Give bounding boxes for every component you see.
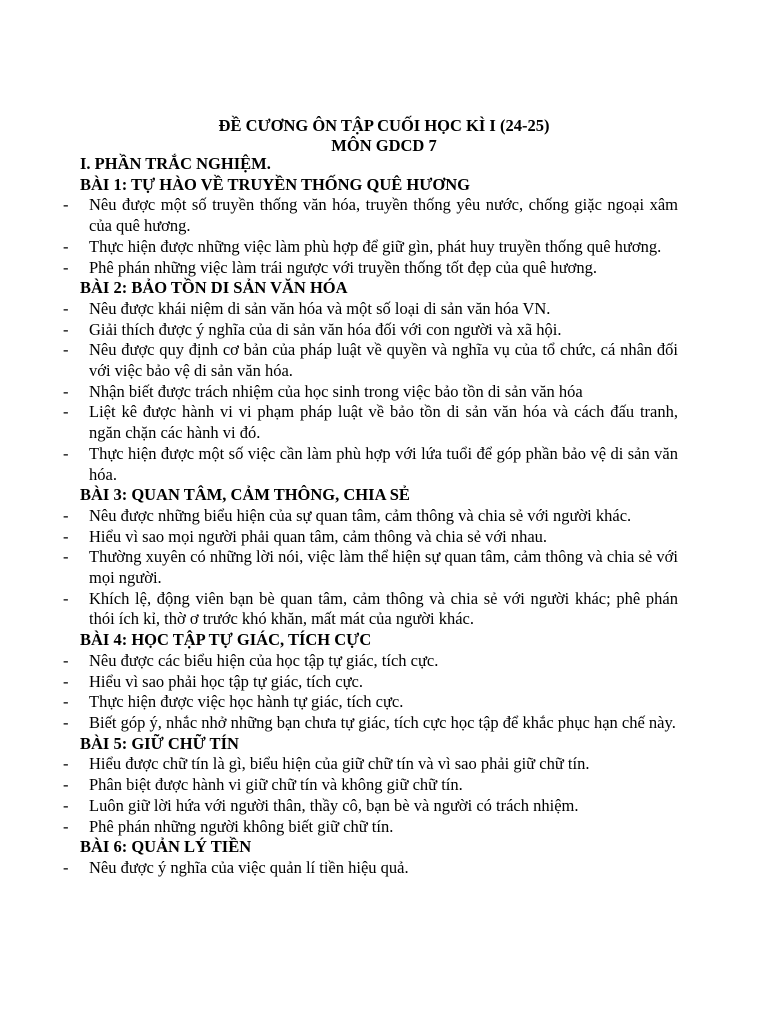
bullet-dash: - — [63, 754, 69, 774]
list-item — [0, 692, 678, 713]
list-item — [0, 775, 678, 796]
document-subtitle: MÔN GDCD 7 — [331, 136, 437, 155]
list-item-text: Phân biệt được hành vi giữ chữ tín và không giữ chữ tín. — [89, 775, 463, 795]
bullet-dash: - — [63, 795, 69, 815]
bullet-dash: - — [63, 340, 69, 360]
bullet-dash: - — [63, 298, 69, 318]
list-item-text: Nêu được một số truyền thống văn hóa, truyền thống yêu nước, chống giặc ngoại xâm của quê hương. — [89, 195, 678, 236]
list-item-text: Nêu được quy định cơ bản của pháp luật về quyền và nghĩa vụ của tổ chức, cá nhân đối với việc bảo vệ di sản văn hóa. — [89, 340, 678, 381]
list-item — [0, 320, 678, 341]
list-item-text: Phê phán những việc làm trái ngược với truyền thống tốt đẹp của quê hương. — [89, 257, 598, 277]
bullet-dash: - — [63, 588, 69, 608]
bullet-dash: - — [63, 712, 69, 732]
list-item — [0, 547, 678, 588]
list-item-text: Khích lệ, động viên bạn bè quan tâm, cảm thông và chia sẻ với người khác; phê phán thói ích kỉ, thờ ơ trước khó khăn, mất mát của người khác. — [89, 588, 678, 629]
list-item-text: Nhận biết được trách nhiệm của học sinh trong việc bảo tồn di sản văn hóa — [89, 381, 583, 401]
lesson-heading: BÀI 2: BẢO TỒN DI SẢN VĂN HÓA — [80, 278, 348, 298]
bullet-dash: - — [63, 443, 69, 463]
list-item-text: Nêu được các biểu hiện của học tập tự giác, tích cực. — [89, 650, 439, 670]
list-item — [0, 444, 678, 485]
list-item — [0, 713, 678, 734]
lesson-heading: BÀI 5: GIỮ CHỮ TÍN — [80, 733, 239, 753]
list-item — [0, 340, 678, 381]
part-heading: I. PHẦN TRẮC NGHIỆM. — [80, 154, 271, 173]
list-item — [0, 237, 678, 258]
list-item-text: Nêu được những biểu hiện của sự quan tâm, cảm thông và chia sẻ với người khác. — [89, 505, 632, 525]
list-item — [0, 382, 678, 403]
document-body — [0, 154, 768, 879]
list-item — [0, 195, 678, 236]
bullet-dash: - — [63, 257, 69, 277]
list-item-text: Nêu được ý nghĩa của việc quản lí tiền hiệu quả. — [89, 857, 409, 877]
list-item — [0, 527, 678, 548]
list-item — [0, 817, 678, 838]
list-item — [0, 589, 678, 630]
list-item — [0, 672, 678, 693]
list-item — [0, 258, 678, 279]
list-item — [0, 796, 678, 817]
list-item — [0, 402, 678, 443]
lesson-heading: BÀI 4: HỌC TẬP TỰ GIÁC, TÍCH CỰC — [80, 630, 372, 650]
list-item-text: Hiểu vì sao phải học tập tự giác, tích cực. — [89, 671, 364, 691]
list-item — [0, 754, 678, 775]
list-item-text: Thực hiện được những việc làm phù hợp để giữ gìn, phát huy truyền thống quê hương. — [89, 236, 662, 256]
bullet-dash: - — [63, 692, 69, 712]
list-item-text: Liệt kê được hành vi vi phạm pháp luật về bảo tồn di sản văn hóa và cách đấu tranh, ngăn chặn các hành vi đó. — [89, 402, 678, 443]
list-item — [0, 506, 678, 527]
bullet-dash: - — [63, 505, 69, 525]
bullet-dash: - — [63, 319, 69, 339]
list-item-text: Phê phán những người không biết giữ chữ tín. — [89, 816, 394, 836]
list-item-text: Luôn giữ lời hứa với người thân, thầy cô, bạn bè và người có trách nhiệm. — [89, 795, 579, 815]
list-item-text: Biết góp ý, nhắc nhở những bạn chưa tự giác, tích cực học tập để khắc phục hạn chế này. — [89, 712, 676, 732]
bullet-dash: - — [63, 381, 69, 401]
list-item — [0, 299, 678, 320]
bullet-dash: - — [63, 775, 69, 795]
bullet-dash: - — [63, 671, 69, 691]
list-item — [0, 858, 678, 879]
list-item-text: Hiểu vì sao mọi người phải quan tâm, cảm thông và chia sẻ với nhau. — [89, 526, 548, 546]
bullet-dash: - — [63, 857, 69, 877]
bullet-dash: - — [63, 650, 69, 670]
bullet-dash: - — [63, 402, 69, 422]
bullet-dash: - — [63, 526, 69, 546]
list-item-text: Giải thích được ý nghĩa của di sản văn hóa đối với con người và xã hội. — [89, 319, 562, 339]
list-item-text: Hiểu được chữ tín là gì, biểu hiện của giữ chữ tín và vì sao phải giữ chữ tín. — [89, 754, 590, 774]
list-item-text: Thực hiện được việc học hành tự giác, tích cực. — [89, 692, 404, 712]
lesson-heading: BÀI 1: TỰ HÀO VỀ TRUYỀN THỐNG QUÊ HƯƠNG — [80, 174, 470, 194]
list-item-text: Thường xuyên có những lời nói, việc làm thể hiện sự quan tâm, cảm thông và chia sẻ với mọi người. — [89, 547, 678, 588]
list-item-text: Thực hiện được một số việc cần làm phù hợp với lứa tuổi để góp phần bảo vệ di sản văn hóa. — [89, 443, 678, 484]
bullet-dash: - — [63, 195, 69, 215]
list-item-text: Nêu được khái niệm di sản văn hóa và một số loại di sản văn hóa VN. — [89, 298, 551, 318]
lesson-heading: BÀI 3: QUAN TÂM, CẢM THÔNG, CHIA SẺ — [80, 485, 410, 505]
bullet-dash: - — [63, 547, 69, 567]
bullet-dash: - — [63, 236, 69, 256]
document-title: ĐỀ CƯƠNG ÔN TẬP CUỐI HỌC KÌ I (24-25) — [218, 116, 550, 135]
bullet-dash: - — [63, 816, 69, 836]
list-item — [0, 651, 678, 672]
lesson-heading: BÀI 6: QUẢN LÝ TIỀN — [80, 837, 252, 857]
